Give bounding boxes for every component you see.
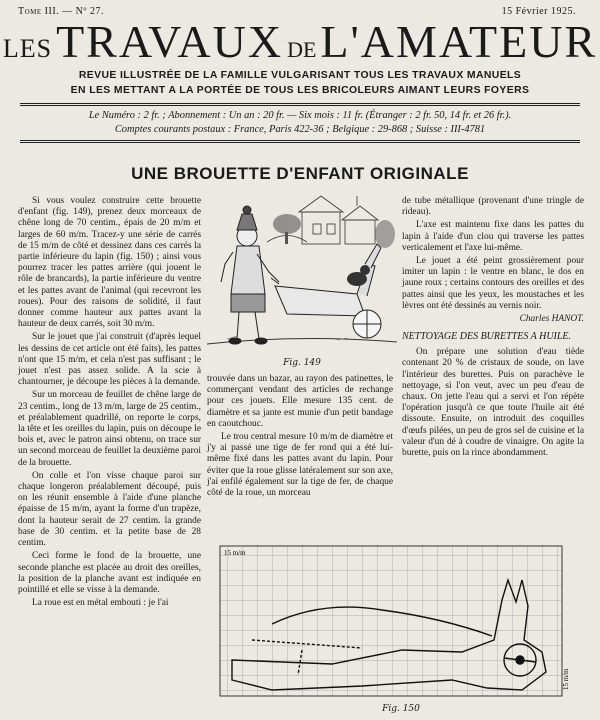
rabbit-pattern-grid	[212, 540, 590, 700]
divider	[20, 103, 580, 104]
author-signature: Charles HANOT.	[519, 314, 584, 325]
paragraph: Sur le jouet que j'ai construit (d'après lequel les dessins de cet article ont été faits), les pattes n'ont que 15 m/m, et cela n'est pas suffisant ; le jouet n'est pas assez solide. A la scie à chantourner, je découpe les pièces à la demande.	[18, 332, 201, 388]
article-column-1	[18, 196, 201, 716]
fig-150-caption: Fig. 150	[382, 704, 420, 714]
paragraph: Le trou central mesure 10 m/m de diamètre et j'y ai passé une tige de fer rond qui a été lui-même fixé dans les pattes avant du lapin. Pour éviter que la roue glisse latéralement sur son axe, j'ai enfilé également sur la tige de fer, de chaque côté de la roue, un morceau	[207, 432, 393, 499]
paragraph: On prépare une solution d'eau tiède contenant 20 % de cristaux de soude, on lave l'intérieur des burettes. Puis on parachève le nettoyage, si l'on veut, avec un peu d'eau de chaux. On jette l'eau qui a servi et l'on répète l'opération jusqu'à ce que toute l'huile ait été dissoute. Ensuite, on introduit des coquilles d'œufs pilées, un peu de gros sel de cuisine et la valeur d'un dé à coudre de vinaigre. On agite la burette, puis on la rince abondamment.	[402, 347, 584, 459]
masthead-travaux: TRAVAUX	[56, 16, 284, 67]
pricing-line-1: Le Numéro : 2 fr. ; Abonnement : Un an : 20 fr. — Six mois : 11 fr. (Étranger : 2 fr. 50, 14 fr. et 26 fr.).	[88, 110, 512, 121]
child-with-rabbit-wheelbarrow-drawing	[207, 194, 397, 354]
paragraph: de tube métallique (provenant d'une tringle de rideau).	[402, 196, 584, 218]
masthead-les: LES	[2, 34, 53, 63]
paragraph: Le jouet a été peint grossièrement pour imiter un lapin : le ventre en blanc, le dos en jaune roux ; certains contours des oreilles et des pattes ainsi que les yeux, les moustaches et les lèvres ont été dessinés au vernis noir.	[402, 256, 584, 311]
paragraph: Si vous voulez construire cette brouette d'enfant (fig. 149), prenez deux morceaux de chêne long de 70 centim., épais de 20 m/m et larges de 60 m/m. Tracez-y une série de carrés de 15 m/m de côté et dessinez dans ces carrés la partie inférieure du lapin (fig. 150) ; ainsi vous pourrez tracer les pattes arrière (qui jouent le rôle de brancards), la partie inférieure du ventre et les pattes avant de l'animal (qui recevront les roues). Pour des raisons de solidité, il faut donner comme hauteur aux pattes avant la hauteur de deux carrés, soit 30 m/m.	[18, 196, 201, 330]
subtitle-line-2: EN LES METTANT A LA PORTÉE DE TOUS LES BRICOLEURS AIMANT LEURS FOYERS	[70, 85, 530, 96]
grid-scale-label-top: 15 m/m	[224, 549, 246, 557]
article-column-2	[207, 374, 393, 501]
fig-149-caption: Fig. 149	[283, 358, 321, 368]
fig-150-diagram	[212, 540, 590, 716]
subtitle-line-1: REVUE ILLUSTRÉE DE LA FAMILLE VULGARISANT TOUS LES TRAVAUX MANUELS	[78, 70, 522, 81]
article-title: UNE BROUETTE D'ENFANT ORIGINALE	[131, 164, 469, 183]
masthead-de: DE	[287, 37, 317, 62]
masthead	[0, 16, 600, 75]
divider	[20, 142, 580, 143]
fig-149-illustration	[207, 194, 397, 374]
paragraph: L'axe est maintenu fixe dans les pattes du lapin à l'aide d'un clou qui traverse les pattes verticalement et l'axe lui-même.	[402, 220, 584, 253]
paragraph: On colle et l'on visse chaque paroi sur chaque longeron préalablement découpé, puis on les réunit ensemble à l'aide d'une planche épaisse de 15 m/m, ayant la forme d'un trapèze, dont la hauteur serait de 27 centim. la grande base de 30 centim. et la petite base de 28 centim.	[18, 470, 201, 549]
issue-number: Tome III. — Nº 27.	[18, 6, 104, 17]
article-2-title: NETTOYAGE DES BURETTES A HUILE.	[402, 331, 572, 343]
divider	[20, 140, 580, 141]
masthead-amateur: L'AMATEUR	[320, 16, 598, 67]
paragraph: trouvée dans un bazar, au rayon des patinettes, le commerçant vendant des articles de rechange pour ces jouets. Elle mesure 135 cent. de diamètre et sa jante est munie d'un petit bandage en caoutchouc.	[207, 374, 393, 429]
grid-scale-label-right: 15 m/m	[562, 668, 570, 690]
pricing-line-2: Comptes courants postaux : France, Paris 422-36 ; Belgique : 29-868 ; Suisse : III-4781	[114, 124, 486, 135]
paragraph: La roue est en métal embouti : je l'ai	[32, 598, 169, 609]
issue-date: 15 Février 1925.	[501, 6, 576, 17]
article-column-3	[402, 196, 584, 461]
paragraph: Sur un morceau de feuillet de chêne large de 23 centim., long de 13 m/m, large de 25 centim., et préalablement quadrillé, on reporte le corps, la tête et les oreilles du lapin, puis on découpe le bois et, avec le patron ainsi obtenu, on trace sur un second morceau de feuillet la deuxième paroi de la brouette.	[18, 390, 201, 468]
divider	[20, 105, 580, 106]
paragraph: Ceci forme le fond de la brouette, une seconde planche est placée au droit des oreilles, la position de la planche avant est indiquée en pointillé et elle se visse à la demande.	[18, 551, 201, 595]
